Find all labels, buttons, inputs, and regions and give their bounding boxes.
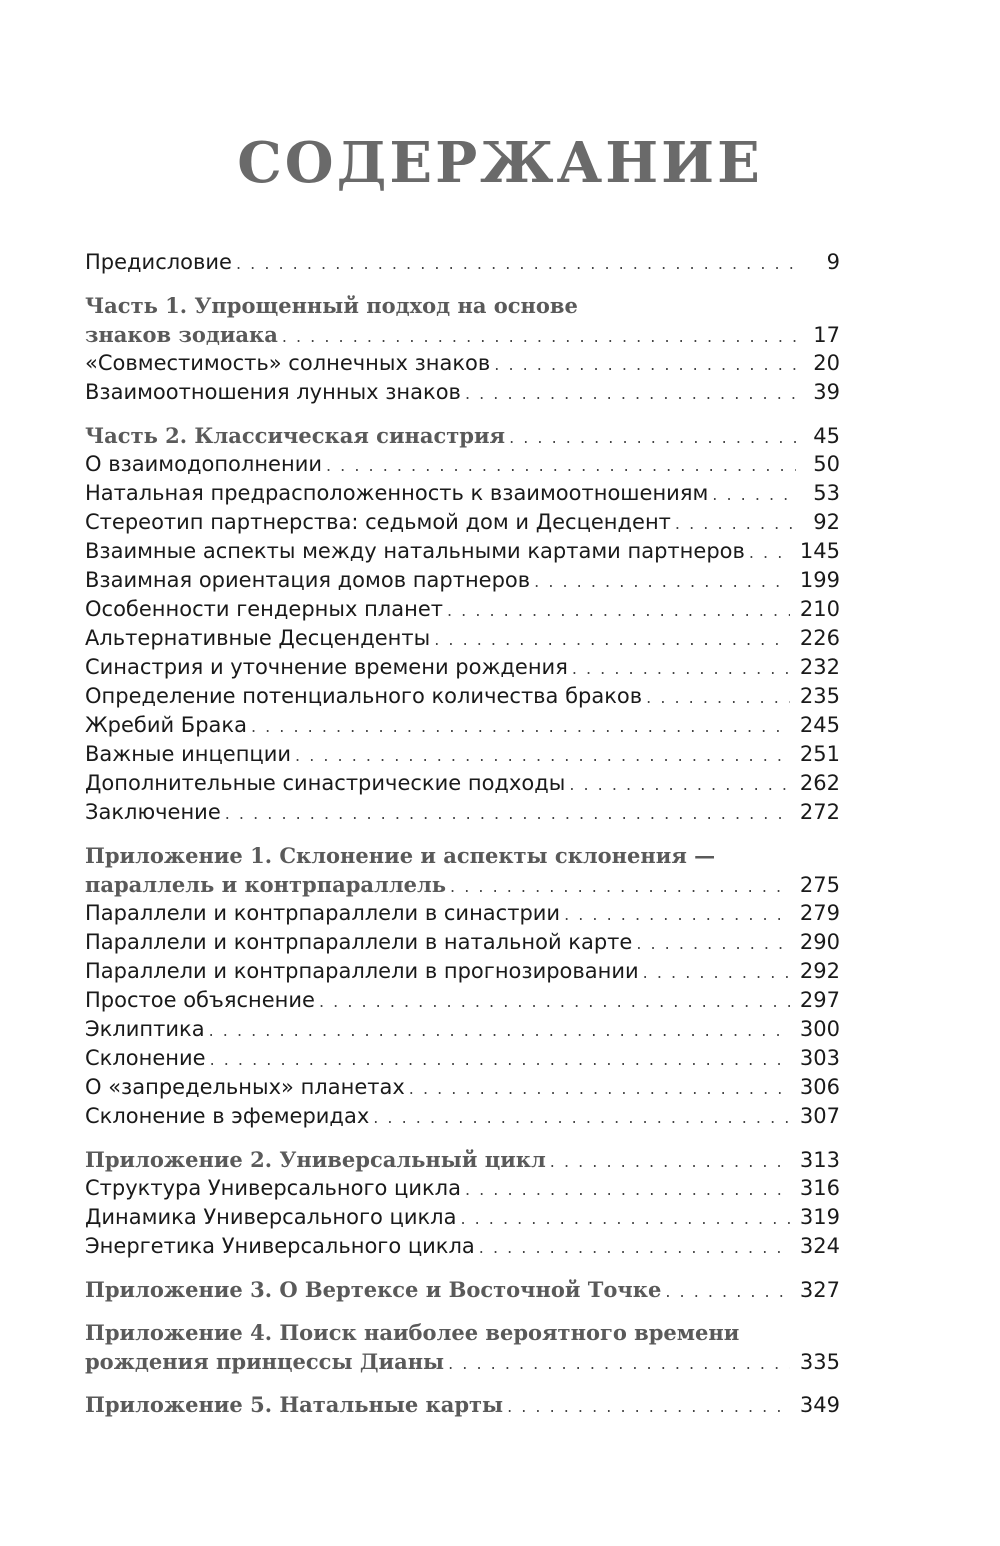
part-heading bbox=[85, 421, 840, 450]
toc-entry-page: 50 bbox=[813, 452, 840, 476]
toc-entry-page: 335 bbox=[799, 1350, 840, 1374]
toc-entry-label: Определение потенциального количества браков bbox=[85, 684, 643, 708]
dot-leader bbox=[447, 596, 790, 625]
dot-leader bbox=[534, 567, 790, 596]
dot-leader bbox=[494, 350, 796, 379]
toc-entry-page: 279 bbox=[799, 901, 840, 925]
toc-entry-label: Параллели и контрпараллели в натальной карте bbox=[85, 930, 633, 954]
toc-entry bbox=[85, 595, 840, 624]
dot-leader bbox=[373, 1103, 790, 1132]
toc-entry-label: Альтернативные Десценденты bbox=[85, 626, 431, 650]
toc-entry-label: Структура Универсального цикла bbox=[85, 1176, 461, 1200]
part-heading-label: Приложение 2. Универсальный цикл bbox=[85, 1147, 546, 1172]
table-of-contents bbox=[85, 248, 840, 1419]
toc-entry bbox=[85, 1044, 840, 1073]
toc-entry-page: 303 bbox=[799, 1046, 840, 1070]
part-heading bbox=[85, 1347, 840, 1376]
toc-entry bbox=[85, 537, 840, 566]
part-heading bbox=[85, 1275, 840, 1304]
toc-entry bbox=[85, 653, 840, 682]
toc-entry bbox=[85, 349, 840, 378]
dot-leader bbox=[209, 1016, 790, 1045]
toc-entry-page: 9 bbox=[826, 250, 840, 274]
toc-entry-label: Заключение bbox=[85, 800, 221, 824]
toc-entry bbox=[85, 769, 840, 798]
toc-entry-page: 272 bbox=[799, 800, 840, 824]
toc-entry-page: 290 bbox=[799, 930, 840, 954]
toc-entry bbox=[85, 248, 840, 277]
part-heading-line: Часть 1. Упрощенный подход на основе bbox=[85, 293, 578, 318]
toc-entry-page: 316 bbox=[799, 1176, 840, 1200]
dot-leader bbox=[665, 1277, 790, 1306]
toc-entry-label: Параллели и контрпараллели в прогнозировании bbox=[85, 959, 639, 983]
dot-leader bbox=[460, 1204, 789, 1233]
toc-entry-label: Важные инцепции bbox=[85, 742, 292, 766]
part-heading-label: Приложение 3. О Вертексе и Восточной Точке bbox=[85, 1277, 662, 1302]
part-heading-label: параллель и контрпараллель bbox=[85, 872, 447, 897]
toc-entry-page: 226 bbox=[799, 626, 840, 650]
toc-entry-label: Простое объяснение bbox=[85, 988, 315, 1012]
toc-entry-page: 199 bbox=[799, 568, 840, 592]
dot-leader bbox=[448, 1349, 790, 1378]
part-heading-label: знаков зодиака bbox=[85, 322, 278, 347]
toc-entry-page: 17 bbox=[813, 323, 840, 347]
part-heading-label: рождения принцессы Дианы bbox=[85, 1349, 445, 1374]
toc-entry-label: Стереотип партнерства: седьмой дом и Десцендент bbox=[85, 510, 671, 534]
dot-leader bbox=[564, 900, 790, 929]
dot-leader bbox=[319, 987, 790, 1016]
toc-entry bbox=[85, 1102, 840, 1131]
dot-leader bbox=[236, 249, 796, 278]
toc-entry-page: 53 bbox=[813, 481, 840, 505]
toc-entry-label: Динамика Универсального цикла bbox=[85, 1205, 457, 1229]
toc-entry bbox=[85, 711, 840, 740]
toc-entry-page: 300 bbox=[799, 1017, 840, 1041]
toc-entry-label: О «запредельных» планетах bbox=[85, 1075, 405, 1099]
toc-entry-page: 45 bbox=[813, 424, 840, 448]
dot-leader bbox=[465, 379, 796, 408]
toc-entry-page: 245 bbox=[799, 713, 840, 737]
toc-entry bbox=[85, 1174, 840, 1203]
part-heading-label: Приложение 5. Натальные карты bbox=[85, 1392, 504, 1417]
dot-leader bbox=[712, 480, 796, 509]
toc-entry-label: Взаимные аспекты между натальными картами партнеров bbox=[85, 539, 745, 563]
part-heading bbox=[85, 320, 840, 349]
toc-entry-page: 235 bbox=[799, 684, 840, 708]
toc-entry-label: Особенности гендерных планет bbox=[85, 597, 443, 621]
part-heading bbox=[85, 1390, 840, 1419]
toc-entry bbox=[85, 1203, 840, 1232]
toc-entry-page: 349 bbox=[799, 1393, 840, 1417]
toc-entry bbox=[85, 479, 840, 508]
dot-leader bbox=[225, 799, 790, 828]
part-heading-line: Приложение 1. Склонение и аспекты склонения — bbox=[85, 843, 716, 868]
toc-entry bbox=[85, 957, 840, 986]
toc-entry-page: 262 bbox=[799, 771, 840, 795]
toc-entry bbox=[85, 899, 840, 928]
page-title: СОДЕРЖАНИЕ bbox=[237, 130, 763, 196]
toc-entry bbox=[85, 740, 840, 769]
toc-entry-label: Жребий Брака bbox=[85, 713, 247, 737]
toc-entry-label: Синастрия и уточнение времени рождения bbox=[85, 655, 568, 679]
toc-entry bbox=[85, 1073, 840, 1102]
toc-entry bbox=[85, 1015, 840, 1044]
toc-entry-label: Взаимная ориентация домов партнеров bbox=[85, 568, 531, 592]
dot-leader bbox=[465, 1175, 790, 1204]
toc-entry-page: 319 bbox=[799, 1205, 840, 1229]
toc-entry bbox=[85, 378, 840, 407]
dot-leader bbox=[509, 423, 796, 452]
toc-entry bbox=[85, 624, 840, 653]
toc-entry bbox=[85, 682, 840, 711]
toc-entry-page: 210 bbox=[799, 597, 840, 621]
toc-entry-label: Энергетика Универсального цикла bbox=[85, 1234, 475, 1258]
toc-entry-page: 232 bbox=[799, 655, 840, 679]
dot-leader bbox=[550, 1147, 790, 1176]
dot-leader bbox=[434, 625, 790, 654]
toc-entry-label: Склонение bbox=[85, 1046, 206, 1070]
toc-entry-page: 297 bbox=[799, 988, 840, 1012]
toc-entry bbox=[85, 928, 840, 957]
dot-leader bbox=[295, 741, 790, 770]
dot-leader bbox=[507, 1392, 790, 1421]
dot-leader bbox=[569, 770, 790, 799]
dot-leader bbox=[210, 1045, 790, 1074]
dot-leader bbox=[409, 1074, 790, 1103]
toc-entry-label: Натальная предрасположенность к взаимоотношениям bbox=[85, 481, 709, 505]
part-heading-label: Часть 2. Классическая синастрия bbox=[85, 423, 506, 448]
dot-leader bbox=[646, 683, 790, 712]
dot-leader bbox=[479, 1233, 790, 1262]
toc-entry-label: Склонение в эфемеридах bbox=[85, 1104, 370, 1128]
dot-leader bbox=[636, 929, 790, 958]
toc-entry bbox=[85, 450, 840, 479]
dot-leader bbox=[251, 712, 790, 741]
toc-entry-page: 324 bbox=[799, 1234, 840, 1258]
part-heading bbox=[85, 870, 840, 899]
toc-entry-page: 306 bbox=[799, 1075, 840, 1099]
dot-leader bbox=[643, 958, 790, 987]
dot-leader bbox=[326, 451, 796, 480]
dot-leader bbox=[282, 322, 796, 351]
toc-entry-label: Взаимоотношения лунных знаков bbox=[85, 380, 461, 404]
part-heading-line: Приложение 4. Поиск наиболее вероятного времени bbox=[85, 1320, 740, 1345]
toc-entry bbox=[85, 566, 840, 595]
toc-entry-label: О взаимодополнении bbox=[85, 452, 322, 476]
toc-entry bbox=[85, 1232, 840, 1261]
toc-entry-page: 313 bbox=[799, 1148, 840, 1172]
toc-entry-label: Эклиптика bbox=[85, 1017, 205, 1041]
dot-leader bbox=[749, 538, 790, 567]
toc-entry-page: 327 bbox=[799, 1278, 840, 1302]
toc-entry-page: 251 bbox=[799, 742, 840, 766]
dot-leader bbox=[450, 872, 790, 901]
toc-entry-label: Дополнительные синастрические подходы bbox=[85, 771, 566, 795]
part-heading bbox=[85, 1145, 840, 1174]
toc-entry bbox=[85, 798, 840, 827]
toc-entry-label: Предисловие bbox=[85, 250, 232, 274]
toc-entry-label: «Совместимость» солнечных знаков bbox=[85, 351, 491, 375]
dot-leader bbox=[675, 509, 796, 538]
toc-entry-page: 39 bbox=[813, 380, 840, 404]
toc-entry-page: 20 bbox=[813, 351, 840, 375]
toc-entry-page: 275 bbox=[799, 873, 840, 897]
toc-entry-page: 145 bbox=[799, 539, 840, 563]
toc-entry bbox=[85, 986, 840, 1015]
toc-entry-page: 307 bbox=[799, 1104, 840, 1128]
toc-entry-page: 292 bbox=[799, 959, 840, 983]
toc-entry bbox=[85, 508, 840, 537]
dot-leader bbox=[572, 654, 790, 683]
toc-entry-page: 92 bbox=[813, 510, 840, 534]
toc-entry-label: Параллели и контрпараллели в синастрии bbox=[85, 901, 561, 925]
